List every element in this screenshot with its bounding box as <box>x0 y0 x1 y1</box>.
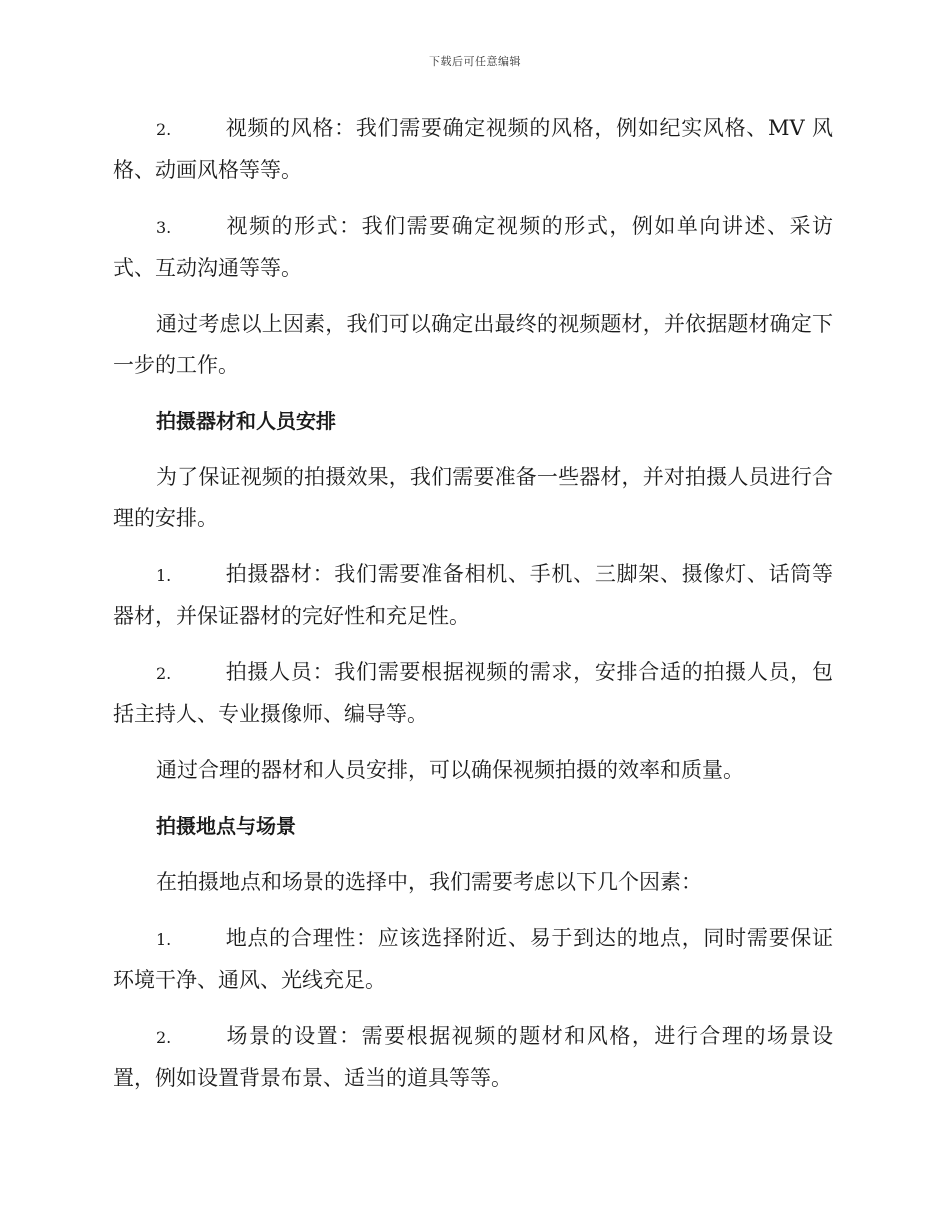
paragraph: 在拍摄地点和场景的选择中，我们需要考虑以下几个因素： <box>156 870 702 894</box>
document-body <box>113 108 833 1114</box>
list-item <box>113 554 833 637</box>
page-header: 下载后可任意编辑 <box>429 55 521 68</box>
list-number: 2. <box>156 1028 172 1047</box>
list-item <box>113 108 833 191</box>
list-text: 视频的风格：我们需要确定视频的风格，例如纪实风格、MV 风格、动画风格等等。 <box>113 116 833 182</box>
section-heading: 拍摄器材和人员安排 <box>156 409 336 433</box>
list-number: 2. <box>156 120 172 139</box>
paragraph: 为了保证视频的拍摄效果，我们需要准备一些器材，并对拍摄人员进行合理的安排。 <box>113 465 833 530</box>
list-item <box>113 652 833 735</box>
list-text: 视频的形式：我们需要确定视频的形式，例如单向讲述、采访式、互动沟通等等。 <box>113 214 833 280</box>
paragraph: 通过合理的器材和人员安排，可以确保视频拍摄的效率和质量。 <box>156 758 744 782</box>
section-heading: 拍摄地点与场景 <box>156 814 296 838</box>
list-item <box>113 1016 833 1099</box>
list-text: 拍摄器材：我们需要准备相机、手机、三脚架、摄像灯、话筒等器材，并保证器材的完好性和充足性。 <box>113 562 833 628</box>
list-number: 2. <box>156 664 172 683</box>
list-item <box>113 918 833 1001</box>
paragraph: 通过考虑以上因素，我们可以确定出最终的视频题材，并依据题材确定下一步的工作。 <box>113 312 833 377</box>
list-text: 场景的设置：需要根据视频的题材和风格，进行合理的场景设置，例如设置背景布景、适当的道具等等。 <box>113 1024 833 1090</box>
list-text: 拍摄人员：我们需要根据视频的需求，安排合适的拍摄人员，包括主持人、专业摄像师、编导等。 <box>113 660 833 726</box>
list-number: 1. <box>156 930 172 949</box>
list-number: 3. <box>156 218 172 237</box>
list-text: 地点的合理性：应该选择附近、易于到达的地点，同时需要保证环境干净、通风、光线充足。 <box>113 926 833 992</box>
list-item <box>113 206 833 289</box>
list-number: 1. <box>156 566 172 585</box>
